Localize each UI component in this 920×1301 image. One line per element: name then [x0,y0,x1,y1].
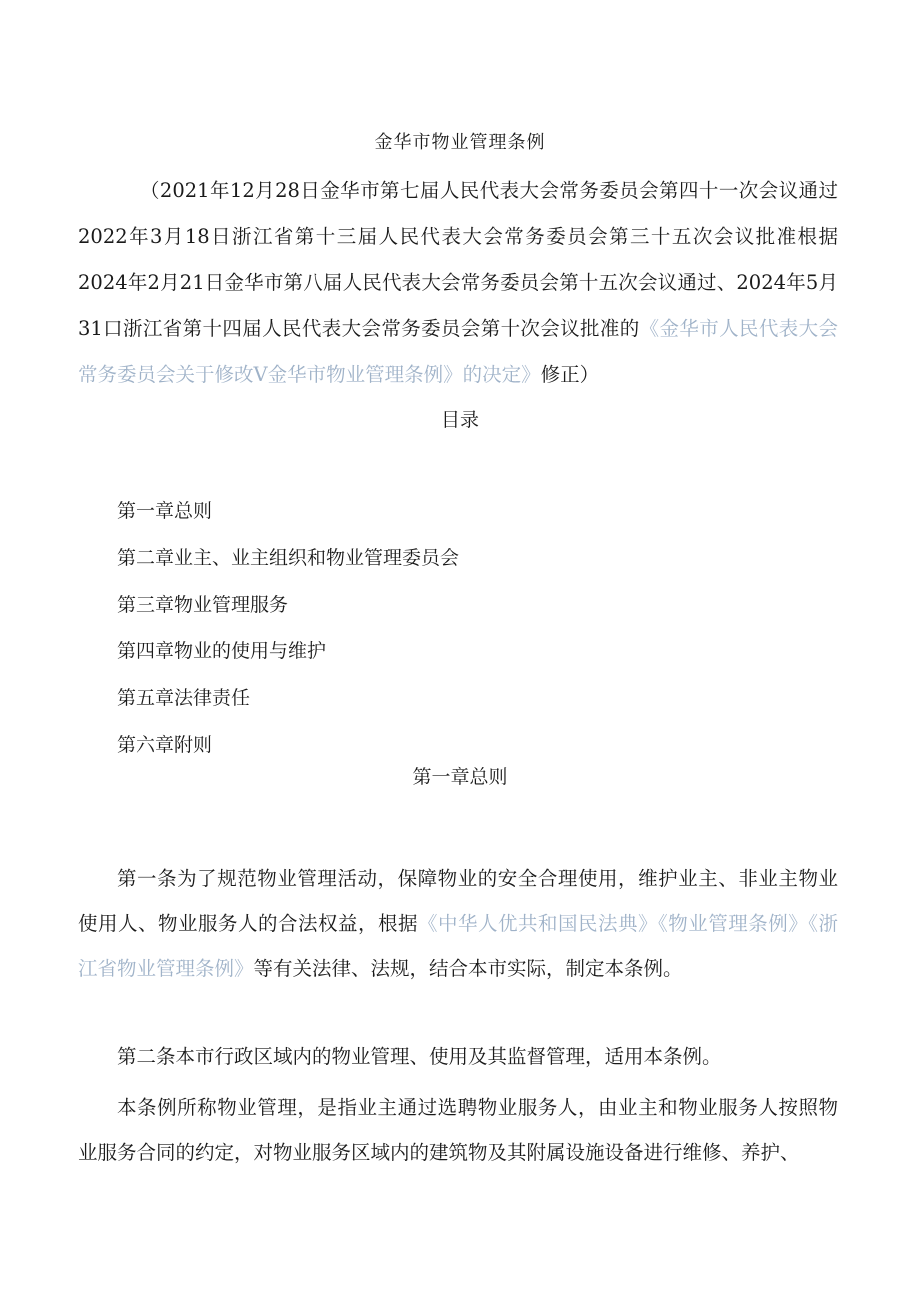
article-1-text-end: 等有关法律、法规，结合本市实际，制定本条例。 [253,957,683,980]
article-2: 第二条本市行政区域内的物业管理、使用及其监督管理，适用本条例。 [117,1045,722,1068]
amendment-decision-link[interactable]: 《金华市人民代表大会常务委员会关于修改V金华市物业管理条例》的决定》 [78,317,838,386]
table-of-contents [117,495,459,776]
toc-heading: 目录 [440,409,479,431]
property-regulation-link[interactable]: 《物业管理条例》 [657,912,809,935]
article-1 [78,856,838,991]
preamble-text: （2021年12月28日金华市第七届人民代表大会常务委员会第四十一次会议通过2022年3月18日浙江省第十三届人民代表大会常务委员会第三十五次会议批准根据2024年2月21日金华市第八届人民代表大会常务委员会第十五次会议通过、2024年5月31口浙江省第十四届人民代表大会常务委员会第十次会议批准的 [78,179,838,340]
preamble [78,168,838,398]
chapter-heading: 第一章总则 [412,766,508,788]
preamble-text-end: 修正） [540,363,600,386]
toc-item-chapter-3[interactable]: 第三章物业管理服务 [117,593,289,616]
document-title: 金华市物业管理条例 [374,132,546,153]
toc-item-chapter-6[interactable]: 第六章附则 [117,733,213,756]
toc-item-chapter-2[interactable]: 第二章业主、业主组织和物业管理委员会 [117,546,460,569]
article-2-paragraph-2: 本条例所称物业管理，是指业主通过选聘物业服务人，由业主和物业服务人按照物业服务合同的约定，对物业服务区域内的建筑物及其附属设施设备进行维修、养护、 [78,1096,838,1164]
article-1-text: 第一条为了规范物业管理活动，保障物业的安全合理使用，维护业主、非业主物业使用人、物业服务人的合法权益，根据 [78,867,838,935]
toc-item-chapter-4[interactable]: 第四章物业的使用与维护 [117,640,327,663]
toc-item-chapter-5[interactable]: 第五章法律责任 [117,687,251,710]
zhejiang-property-regulation-link[interactable]: 《浙江省物业管理条例》 [78,912,838,980]
toc-item-chapter-1[interactable]: 第一章总则 [117,500,213,522]
civil-code-link[interactable]: 《中华人优共和国民法典》 [417,912,658,935]
